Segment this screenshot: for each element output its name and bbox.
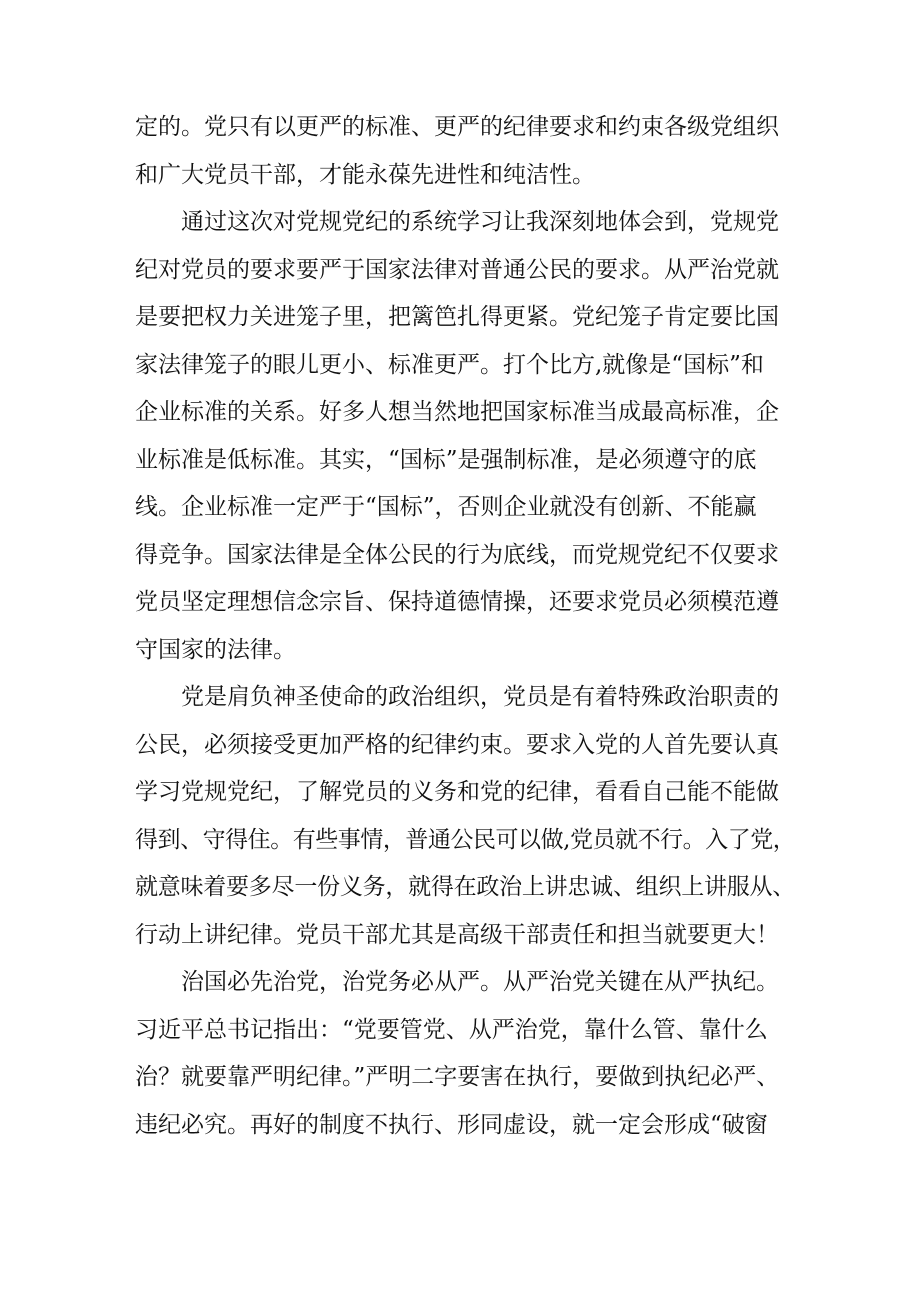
text-line: 纪对党员的要求要严于国家法律对普通公民的要求。从严治党就 [135, 256, 779, 283]
text-line: 公民，必须接受更加严格的纪律约束。要求入党的人首先要认真 [135, 731, 779, 758]
text-line: 业标准是低标准。其实，“国标”是强制标准，是必须遵守的底 [135, 446, 757, 473]
text-line: 守国家的法律。 [135, 636, 296, 663]
text-line: 行动上讲纪律。党员干部尤其是高级干部责任和担当就要更大！ [135, 921, 779, 948]
text-line: 违纪必究。再好的制度不执行、形同虚设，就一定会形成“破窗 [135, 1111, 768, 1138]
text-line: 企业标准的关系。好多人想当然地把国家标准当成最高标准，企 [135, 399, 779, 425]
text-line: 得到、守得住。有些事情，普通公民可以做,党员就不行。入了党， [135, 826, 796, 853]
text-line: 和广大党员干部，才能永葆先进性和纯洁性。 [135, 161, 595, 188]
text-line: 得竞争。国家法律是全体公民的行为底线，而党规党纪不仅要求 [135, 541, 779, 568]
body-text [135, 104, 795, 1149]
text-line: 学习党规党纪，了解党员的义务和党的纪律，看看自己能不能做 [135, 779, 779, 805]
text-line: 治国必先治党，治党务必从严。从严治党关键在从严执纪。 [181, 969, 779, 995]
text-line: 治？就要靠严明纪律。”严明二字要害在执行，要做到执纪必严、 [135, 1064, 780, 1090]
text-line: 党是肩负神圣使命的政治组织，党员是有着特殊政治职责的 [181, 684, 779, 710]
text-line: 习近平总书记指出：“党要管党、从严治党，靠什么管、靠什么 [135, 1016, 768, 1043]
text-line: 家法律笼子的眼儿更小、标准更严。打个比方,就像是“国标”和 [135, 351, 764, 378]
text-line: 通过这次对党规党纪的系统学习让我深刻地体会到，党规党 [181, 209, 779, 235]
text-line: 是要把权力关进笼子里，把篱笆扎得更紧。党纪笼子肯定要比国 [135, 304, 779, 330]
text-line: 定的。党只有以更严的标准、更严的纪律要求和约束各级党组织 [135, 114, 779, 140]
text-line: 党员坚定理想信念宗旨、保持道德情操，还要求党员必须模范遵 [135, 589, 779, 615]
text-line: 线。企业标准一定严于“国标”，否则企业就没有创新、不能赢 [135, 494, 757, 520]
text-line: 就意味着要多尽一份义务，就得在政治上讲忠诚、组织上讲服从、 [135, 874, 796, 900]
